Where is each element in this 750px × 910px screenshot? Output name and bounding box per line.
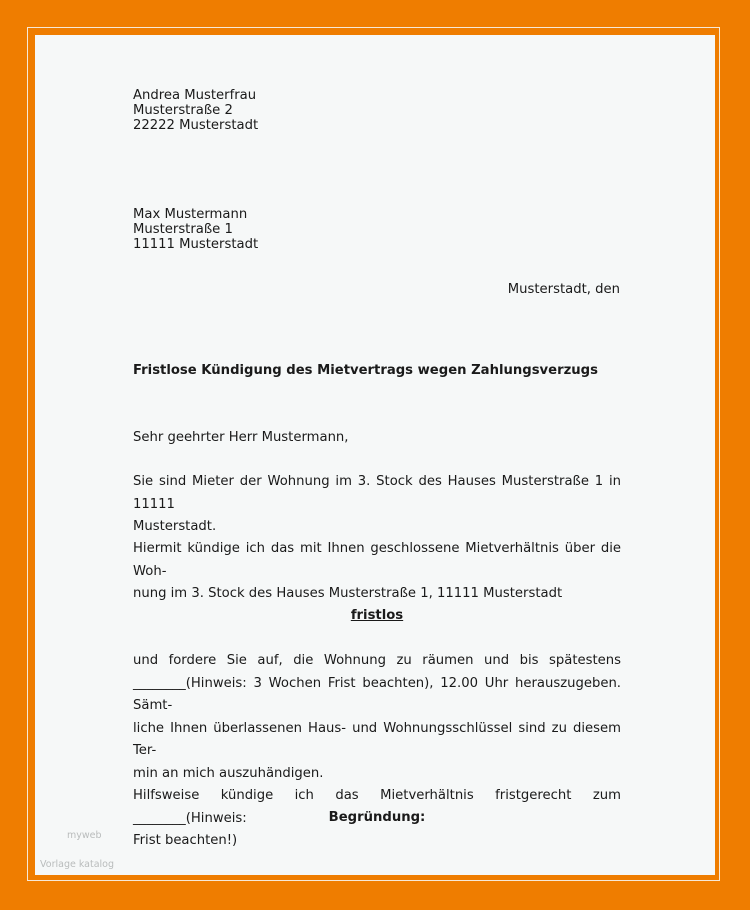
paragraph-line: und fordere Sie auf, die Wohnung zu räumen und bis spätestens [133,653,621,668]
sender-city: 22222 Musterstadt [133,118,259,133]
paragraph-line: nung im 3. Stock des Hauses Musterstraße 1, 11111 Musterstadt [133,586,563,601]
paragraph-2 [133,538,621,606]
recipient-address [133,207,621,252]
sender-street: Musterstraße 2 [133,103,233,118]
sender-address [133,88,621,133]
fristlos-heading [133,608,621,623]
salutation [133,427,621,450]
paragraph-line: min an mich auszuhändigen. [133,765,324,781]
paragraph-line: Musterstadt. [133,519,217,534]
date-line: Musterstadt, den [507,282,620,297]
paragraph-line: Hilfsweise kündige ich das Mietverhältnis fristgerecht zum ________(Hinweis: [133,788,621,826]
paragraph-line: ________(Hinweis: 3 Wochen Frist beachten), 12.00 Uhr herauszugeben. Sämt- [133,675,621,713]
watermark-top: myweb [67,830,102,841]
paragraph-line: Frist beachten!) [133,833,238,848]
recipient-street: Musterstraße 1 [133,222,233,237]
reason-heading: Begründung: [328,810,426,825]
watermark-bottom: Vorlage katalog [40,859,115,870]
paragraph-1 [133,471,621,539]
recipient-city: 11111 Musterstadt [133,237,259,252]
paragraph-line: Sie sind Mieter der Wohnung im 3. Stock des Hauses Musterstraße 1 in 11111 [133,474,621,512]
paragraph-line: Hiermit kündige ich das mit Ihnen geschlossene Mietverhältnis über die Woh- [133,541,621,579]
salutation-text: Sehr geehrter Herr Mustermann, [133,430,349,445]
sender-name: Andrea Musterfrau [133,88,257,103]
letter-page [35,35,715,875]
fristlos-text: fristlos [350,608,404,623]
paragraph-line: liche Ihnen überlassenen Haus- und Wohnungsschlüssel sind zu diesem Ter- [133,720,621,758]
recipient-name: Max Mustermann [133,207,248,222]
letter-subject: Fristlose Kündigung des Mietvertrags wegen Zahlungsverzugs [133,363,598,378]
